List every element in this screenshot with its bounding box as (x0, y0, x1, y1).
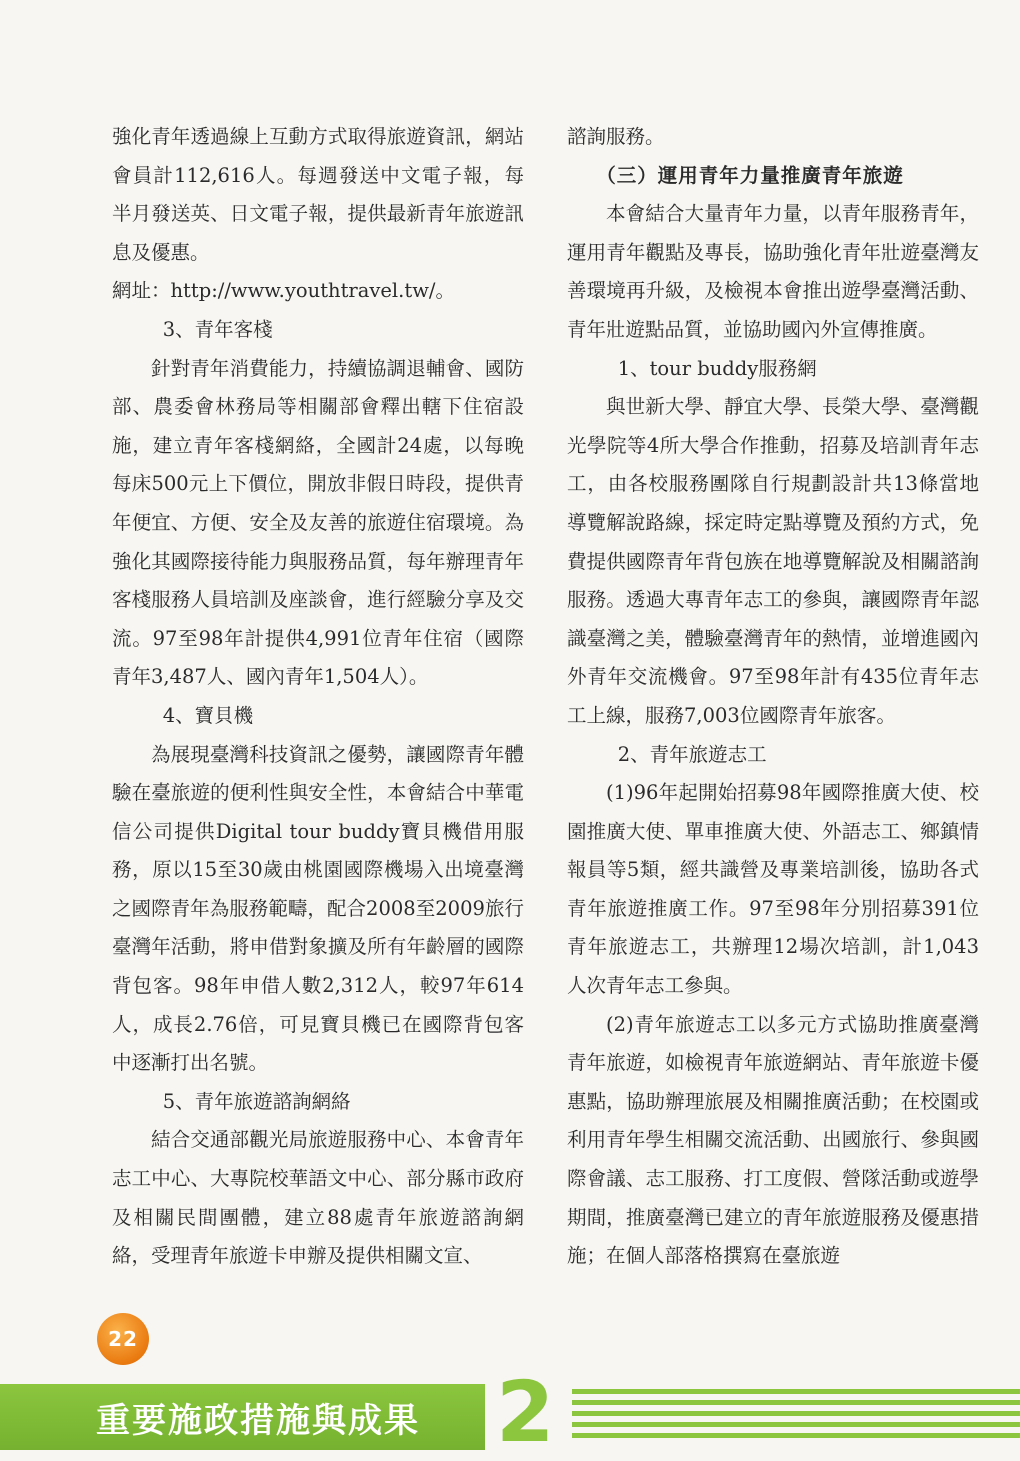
subsection-heading: 4、寶貝機 (162, 703, 254, 727)
paragraph: 網址：http://www.youthtravel.tw/。 (112, 279, 455, 303)
chapter-title: 重要施政措施與成果 (96, 1400, 420, 1441)
paragraph: 結合交通部觀光局旅遊服務中心、本會青年志工中心、大專院校華語文中心、部分縣市政府及相關民間團體，建立88處青年旅遊諮詢網絡，受理青年旅遊卡申辦及提供相關文宣、 (112, 1128, 524, 1268)
left-column (112, 118, 524, 1276)
paragraph: (2)青年旅遊志工以多元方式協助推廣臺灣青年旅遊，如檢視青年旅遊網站、青年旅遊卡優惠點，協助辦理旅展及相關推廣活動；在校園或利用青年學生相關交流活動、出國旅行、參與國際會議、志工服務、打工度假、營隊活動或遊學期間，推廣臺灣已建立的青年旅遊服務及優惠措施；在個人部落格撰寫在臺旅遊 (567, 1012, 979, 1268)
paragraph: 諮詢服務。 (567, 125, 665, 148)
paragraph: 本會結合大量青年力量，以青年服務青年，運用青年觀點及專長，協助強化青年壯遊臺灣友善環境再升級，及檢視本會推出遊學臺灣活動、青年壯遊點品質，並協助國內外宣傳推廣。 (567, 202, 979, 341)
chapter-footer-band (0, 1384, 485, 1450)
subsection-heading: 5、青年旅遊諮詢網絡 (162, 1089, 351, 1113)
right-column (567, 118, 979, 1276)
subsection-heading: 3、青年客棧 (162, 317, 273, 341)
page-number-badge: 22 (97, 1313, 149, 1365)
footer-stripe (572, 1389, 1020, 1394)
footer-stripe (572, 1422, 1020, 1427)
paragraph: (1)96年起開始招募98年國際推廣大使、校園推廣大使、單車推廣大使、外語志工、鄉鎮情報員等5類，經共識營及專業培訓後，協助各式青年旅遊推廣工作。97至98年分別招募391位青年旅遊志工，共辦理12場次培訓，計1,043人次青年志工參與。 (567, 781, 979, 998)
paragraph: 為展現臺灣科技資訊之優勢，讓國際青年體驗在臺旅遊的便利性與安全性，本會結合中華電信公司提供Digital tour buddy寶貝機借用服務，原以15至30歲由桃園國際機場入出境臺灣之國際青年為服務範疇，配合2008至2009旅行臺灣年活動，將申借對象擴及所有年齡層的國際背包客。98年申借人數2,312人，較97年614人，成長2.76倍，可見寶貝機已在國際背包客中逐漸打出名號。 (112, 742, 524, 1075)
paragraph: 與世新大學、靜宜大學、長榮大學、臺灣觀光學院等4所大學合作推動，招募及培訓青年志工，由各校服務團隊自行規劃設計共13條當地導覽解說路線，採定時定點導覽及預約方式，免費提供國際青年背包族在地導覽解說及相關諮詢服務。透過大專青年志工的參與，讓國際青年認識臺灣之美，體驗臺灣青年的熱情，並增進國內外青年交流機會。97至98年計有435位青年志工上線，服務7,003位國際青年旅客。 (567, 395, 979, 727)
footer-stripe (572, 1433, 1020, 1438)
footer-stripe (572, 1411, 1020, 1416)
chapter-number: 2 (496, 1363, 555, 1461)
subsection-heading: 1、tour buddy服務網 (617, 356, 817, 380)
footer-stripe (572, 1400, 1020, 1405)
subsection-heading: 2、青年旅遊志工 (617, 742, 767, 766)
paragraph: 強化青年透過線上互動方式取得旅遊資訊，網站會員計112,616人。每週發送中文電子報，每半月發送英、日文電子報，提供最新青年旅遊訊息及優惠。 (112, 125, 524, 264)
footer-stripes (572, 1389, 1020, 1444)
section-heading: （三）運用青年力量推廣青年旅遊 (596, 163, 904, 187)
paragraph: 針對青年消費能力，持續協調退輔會、國防部、農委會林務局等相關部會釋出轄下住宿設施，建立青年客棧網絡，全國計24處，以每晚每床500元上下價位，開放非假日時段，提供青年便宜、方便、安全及友善的旅遊住宿環境。為強化其國際接待能力與服務品質，每年辦理青年客棧服務人員培訓及座談會，進行經驗分享及交流。97至98年計提供4,991位青年住宿（國際青年3,487人、國內青年1,504人）。 (112, 356, 524, 689)
